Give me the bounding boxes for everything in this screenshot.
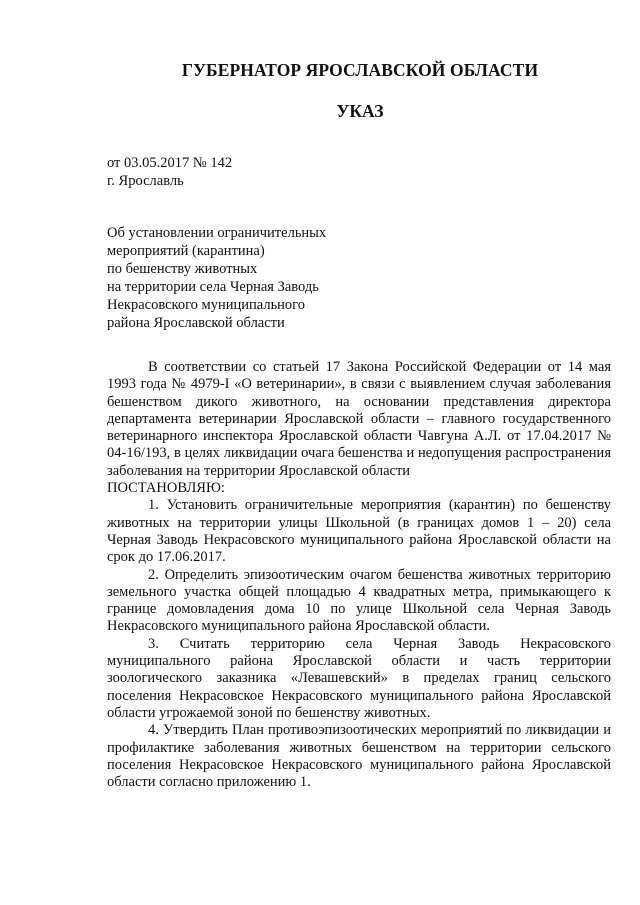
subject-line: по бешенству животных	[107, 261, 258, 277]
subject-line: мероприятий (карантина)	[107, 243, 265, 259]
document-subject	[107, 224, 326, 332]
subject-line: Некрасовского муниципального	[107, 297, 306, 313]
issuer-title: ГУБЕРНАТОР ЯРОСЛАВСКОЙ ОБЛАСТИ	[181, 60, 539, 80]
decree-item: 3. Считать территорию села Черная Заводь Некрасовского муниципального района Ярославской области и часть территории зоологического заказника «Левашевский» в пределах границ сельского поселения Некрасовское Некрасовского муниципального района Ярославской области угрожаемой зоной по бешенству животных.	[107, 635, 611, 721]
document-meta	[107, 154, 232, 190]
subject-line: Об установлении ограничительных	[107, 225, 327, 241]
subject-line: на территории села Черная Заводь	[107, 279, 319, 295]
date-number: от 03.05.2017 № 142	[107, 155, 233, 171]
decree-item: 2. Определить эпизоотическим очагом бешенства животных территорию земельного участка общей площадью 4 квадратных метра, примыкающего к границе домовладения дома 10 по улице Школьной села Черная Заводь Некрасовского муниципального района Ярославской области.	[107, 566, 611, 635]
document-type: УКАЗ	[336, 101, 384, 121]
subject-line: района Ярославской области	[107, 315, 285, 331]
preamble-paragraph: В соответствии со статьей 17 Закона Российской Федерации от 14 мая 1993 года № 4979-I «О ветеринарии», в связи с выявлением случая заболевания бешенством дикого животного, на основании представления директора департамента ветеринарии Ярославской области – главного государственного ветеринарного инспектора Ярославской области Чавгуна А.Л. от 17.04.2017 № 04-16/193, в целях ликвидации очага бешенства и недопущения распространения заболевания на территории Ярославской области	[107, 359, 611, 479]
decree-item: 1. Установить ограничительные мероприятия (карантин) по бешенству животных на территории улицы Школьной (в границах домов 1 – 20) села Черная Заводь Некрасовского муниципального района Ярославской области на срок до 17.06.2017.	[107, 497, 611, 566]
city: г. Ярославль	[107, 173, 184, 189]
decree-item: 4. Утвердить План противоэпизоотических мероприятий по ликвидации и профилактике заболевания животных бешенством на территории сельского поселения Некрасовское Некрасовского муниципального района Ярославской области согласно приложению 1.	[107, 722, 611, 791]
document-body	[107, 359, 611, 791]
decree-word: ПОСТАНОВЛЯЮ:	[107, 480, 225, 497]
